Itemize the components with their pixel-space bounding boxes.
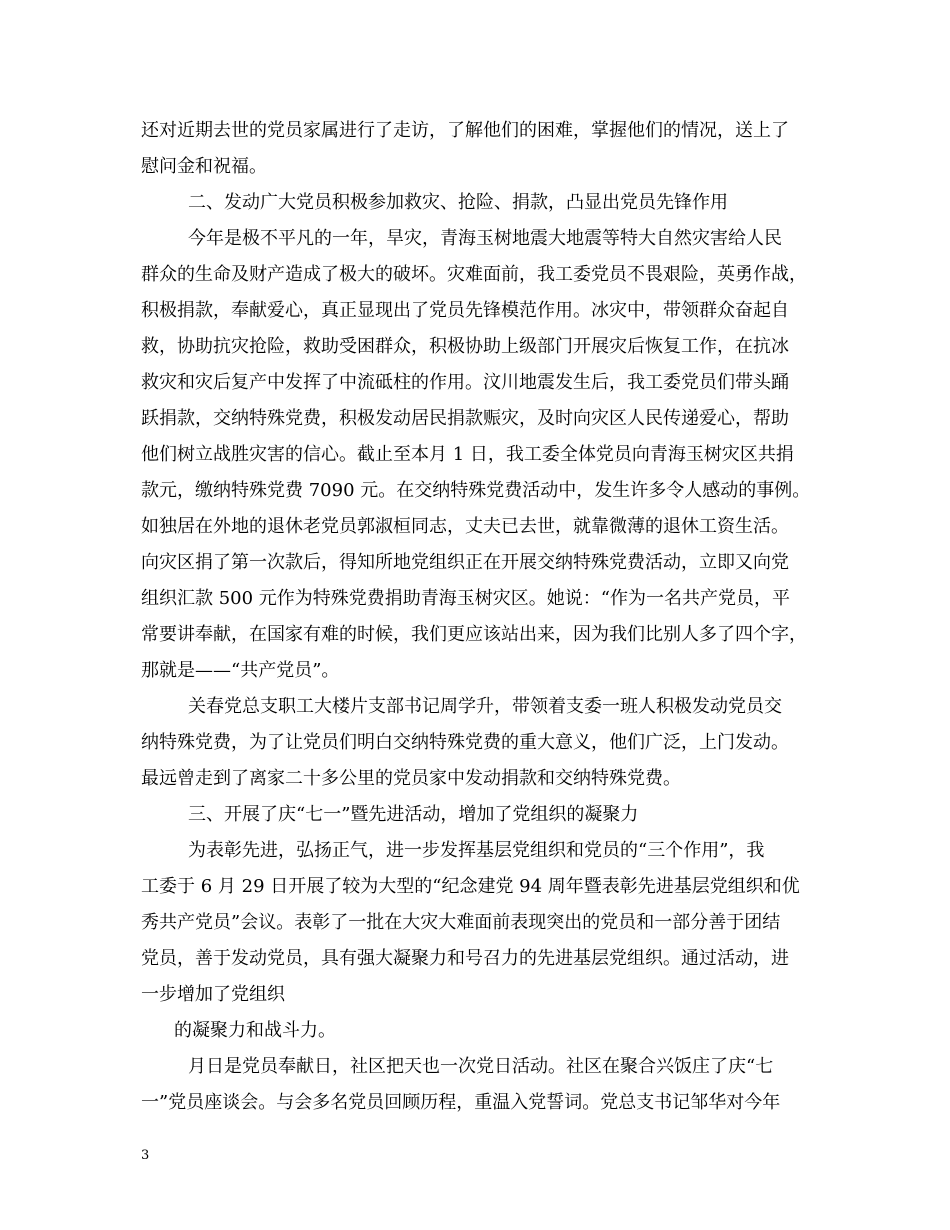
body-text-line: 的凝聚力和战斗力。: [174, 1020, 336, 1041]
body-text-line: 如独居在外地的退休老党员郭淑桓同志，丈夫已去世，就靠微薄的退休工资生活。: [141, 516, 789, 537]
body-text-line: 他们树立战胜灾害的信心。截止至本月 1 日，我工委全体党员向青海玉树灾区共捐: [141, 444, 794, 465]
body-text-line: 还对近期去世的党员家属进行了走访，了解他们的困难，掌握他们的情况，送上了: [141, 120, 789, 141]
body-text-line: 党员，善于发动党员，具有强大凝聚力和号召力的先进基层党组织。通过活动，进: [141, 948, 789, 969]
body-text-line: 一步增加了党组织: [141, 984, 285, 1005]
body-text-line: 工委于 6 月 29 日开展了较为大型的“纪念建党 94 周年暨表彰先进基层党组织和优: [141, 876, 800, 897]
body-text-line: 那就是——“共产党员”。: [141, 660, 340, 681]
body-text-line: 月日是党员奉献日，社区把天也一次党日活动。社区在聚合兴饭庄了庆“七: [188, 1056, 774, 1077]
body-text-line: 为表彰先进，弘扬正气，进一步发挥基层党组织和党员的“三个作用”，我: [188, 840, 765, 861]
body-text-line: 向灾区捐了第一次款后，得知所地党组织正在开展交纳特殊党费活动，立即又向党: [141, 552, 789, 573]
body-text-line: 救灾和灾后复产中发挥了中流砥柱的作用。汶川地震发生后，我工委党员们带头踊: [141, 372, 789, 393]
body-text-line: 积极捐款，奉献爱心，真正显现出了党员先锋模范作用。冰灾中，带领群众奋起自: [141, 300, 789, 321]
body-text-line: 跃捐款，交纳特殊党费，积极发动居民捐款赈灾，及时向灾区人民传递爱心，帮助: [141, 408, 789, 429]
body-text-line: 款元，缴纳特殊党费 7090 元。在交纳特殊党费活动中，发生许多令人感动的事例。: [141, 480, 811, 501]
body-text-line: 组织汇款 500 元作为特殊党费捐助青海玉树灾区。她说：“作为一名共产党员，平: [141, 588, 790, 609]
section-heading: 二、发动广大党员积极参加救灾、抢险、捐款，凸显出党员先锋作用: [188, 192, 728, 213]
section-heading: 三、开展了庆“七一”暨先进活动，增加了党组织的凝聚力: [188, 804, 639, 825]
body-text-line: 救，协助抗灾抢险，救助受困群众，积极协助上级部门开展灾后恢复工作，在抗冰: [141, 336, 789, 357]
body-text-line: 纳特殊党费，为了让党员们明白交纳特殊党费的重大意义，他们广泛，上门发动。: [141, 732, 789, 753]
body-text-line: 关春党总支职工大楼片支部书记周学升，带领着支委一班人积极发动党员交: [188, 696, 782, 717]
page-number: 3: [141, 1148, 150, 1163]
body-text-line: 最远曾走到了离家二十多公里的党员家中发动捐款和交纳特殊党费。: [141, 768, 681, 789]
body-text-line: 常要讲奉献，在国家有难的时候，我们更应该站出来，因为我们比别人多了四个字，: [141, 624, 807, 645]
body-text-line: 秀共产党员”会议。表彰了一批在大灾大难面前表现突出的党员和一部分善于团结: [141, 912, 781, 933]
body-text-line: 慰问金和祝福。: [141, 156, 267, 177]
body-text-line: 一”党员座谈会。与会多名党员回顾历程，重温入党誓词。党总支书记邹华对今年: [141, 1092, 781, 1113]
body-text-line: 群众的生命及财产造成了极大的破坏。灾难面前，我工委党员不畏艰险，英勇作战，: [141, 264, 807, 285]
body-text-line: 今年是极不平凡的一年，旱灾，青海玉树地震大地震等特大自然灾害给人民: [188, 228, 782, 249]
